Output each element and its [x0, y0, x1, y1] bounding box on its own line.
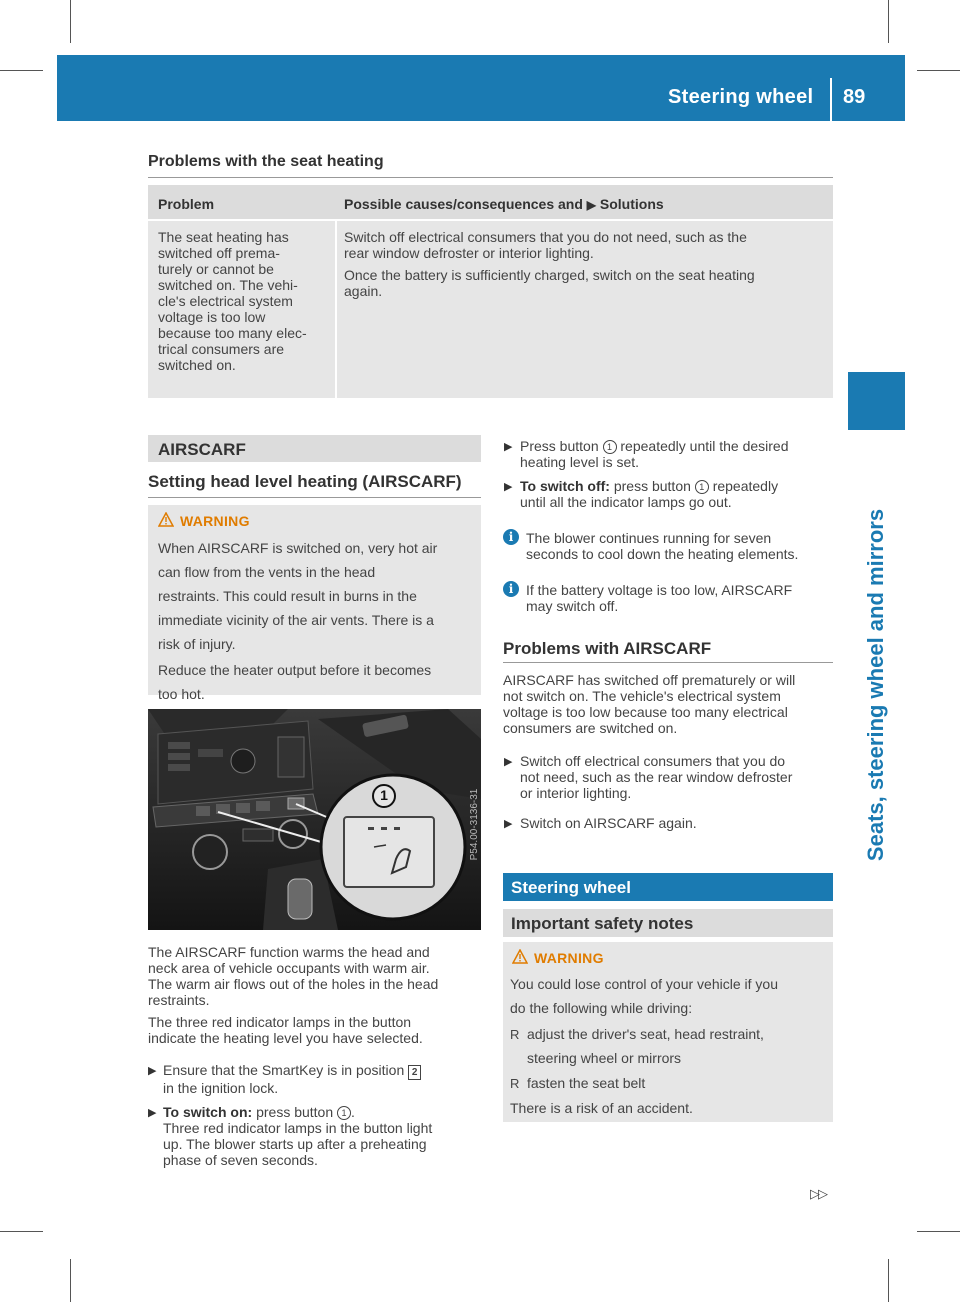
step-arrow-icon: ▶: [148, 1107, 157, 1119]
text-line: Reduce the heater output before it becomes: [158, 662, 432, 678]
crop-mark: [70, 0, 71, 43]
text-line: [163, 1104, 483, 1120]
step-text-part: repeatedly until the desired: [620, 438, 789, 454]
info-text: [526, 530, 836, 562]
solution-cell: [344, 229, 824, 299]
text-line: indicate the heating level you have selected.: [148, 1030, 423, 1046]
step-label: To switch off:: [520, 478, 610, 494]
text-line: restraints. This could result in burns in the: [158, 588, 417, 604]
info-icon: i: [503, 529, 519, 545]
step-text: [520, 753, 835, 801]
text-line: because too many elec-: [158, 325, 307, 341]
text-line: switched on. The vehi-: [158, 277, 298, 293]
center-console-illustration: [148, 709, 481, 930]
bullet-text: [527, 1022, 827, 1070]
text-line: seconds to cool down the heating elements.: [526, 546, 799, 562]
text-line: not need, such as the rear window defroster: [520, 769, 793, 785]
step-text: [520, 438, 835, 470]
text-line: The seat heating has: [158, 229, 289, 245]
text-line: restraints.: [148, 992, 210, 1008]
crop-mark: [888, 0, 889, 43]
airscarf-subtitle: Setting head level heating (AIRSCARF): [148, 472, 462, 491]
seat-heating-title: Problems with the seat heating: [148, 153, 384, 170]
airscarf-description: [148, 944, 483, 1046]
safety-notes-title: Important safety notes: [511, 914, 694, 933]
text-line: [163, 1062, 483, 1080]
continued-mark: ▷▷: [810, 1186, 826, 1201]
text-line: again.: [344, 283, 383, 299]
bullet-icon: R: [510, 1027, 520, 1042]
steering-wheel-band-title: Steering wheel: [511, 878, 631, 897]
position-number: 2: [408, 1065, 421, 1080]
text-line: consumers are switched on.: [503, 720, 678, 736]
chapter-tab: [848, 372, 905, 430]
text-line: switched off prema-: [158, 245, 280, 261]
text-line: The blower continues running for seven: [526, 530, 772, 546]
header-divider: [830, 78, 832, 121]
text-line: The three red indicator lamps in the button: [148, 1014, 412, 1030]
bullet-icon: R: [510, 1076, 520, 1091]
info-text: [526, 582, 836, 614]
text-line: phase of seven seconds.: [163, 1152, 318, 1168]
text-line: risk of injury.: [158, 636, 236, 652]
crop-mark: [0, 70, 43, 71]
text-line: Once the battery is sufficiently charged, switch on the seat heating: [344, 267, 755, 283]
console-photo: [148, 709, 481, 930]
text-line: adjust the driver's seat, head restraint,: [527, 1026, 764, 1042]
callout-number: 1: [337, 1106, 351, 1120]
header-title: Steering wheel: [668, 86, 814, 108]
col-solutions-text: Possible causes/consequences and: [344, 196, 583, 212]
divider: [148, 177, 833, 178]
callout-number: 1: [695, 480, 709, 494]
step-text-part: press button: [256, 1104, 334, 1120]
play-arrow-icon: ▶: [586, 198, 597, 212]
text-line: voltage is too low because too many electrical: [503, 704, 788, 720]
problems-airscarf-text: [503, 672, 838, 736]
divider: [148, 497, 481, 498]
text-line: neck area of vehicle occupants with warm air.: [148, 960, 430, 976]
warning-title: WARNING: [180, 513, 250, 529]
crop-mark: [0, 1231, 43, 1232]
warning-text: [158, 536, 478, 706]
text-line: do the following while driving:: [510, 1000, 693, 1016]
bullet-text: fasten the seat belt: [527, 1075, 646, 1091]
step-text: [163, 1104, 483, 1168]
step-text: [163, 1062, 483, 1096]
step-arrow-icon: ▶: [504, 441, 513, 453]
text-line: The warm air flows out of the holes in the head: [148, 976, 439, 992]
step-text-part: press button: [613, 478, 691, 494]
text-line: until all the indicator lamps go out.: [520, 494, 732, 510]
crop-mark: [70, 1259, 71, 1302]
crop-mark: [917, 70, 960, 71]
text-line: can flow from the vents in the head: [158, 564, 376, 580]
text-line: in the ignition lock.: [163, 1080, 279, 1096]
step-text-part: repeatedly: [712, 478, 779, 494]
step-text-part: Press button: [520, 438, 599, 454]
text-line: When AIRSCARF is switched on, very hot air: [158, 540, 438, 556]
text-line: cle's electrical system: [158, 293, 293, 309]
text-line: You could lose control of your vehicle if you: [510, 976, 778, 992]
col-problem: Problem: [158, 196, 215, 212]
step-arrow-icon: ▶: [504, 756, 513, 768]
page-number: 89: [843, 86, 866, 108]
text-line: turely or cannot be: [158, 261, 274, 277]
step-arrow-icon: ▶: [504, 481, 513, 493]
problems-airscarf-title: Problems with AIRSCARF: [503, 639, 712, 658]
step-label: To switch on:: [163, 1104, 253, 1120]
step-text: Switch on AIRSCARF again.: [520, 815, 697, 831]
step-arrow-icon: ▶: [504, 818, 513, 830]
col-solutions: [344, 196, 664, 212]
step1-text: Ensure that the SmartKey is in position: [163, 1062, 405, 1078]
text-line: trical consumers are: [158, 341, 285, 357]
step-text: [520, 478, 835, 510]
text-line: steering wheel or mirrors: [527, 1050, 682, 1066]
warning-triangle-icon: [158, 512, 174, 527]
crop-mark: [888, 1259, 889, 1302]
text-line: switched on.: [158, 357, 236, 373]
warning-title: WARNING: [534, 950, 604, 966]
image-code: P54.00-3136-31: [469, 788, 481, 861]
text-line: [520, 478, 835, 494]
table-row: [148, 221, 833, 398]
warning-closing: There is a risk of an accident.: [510, 1100, 693, 1116]
warning-triangle-icon: [512, 949, 528, 964]
text-line: too hot.: [158, 686, 205, 702]
text-line: voltage is too low: [158, 309, 266, 325]
text-line: up. The blower starts up after a preheating: [163, 1136, 427, 1152]
warning-text: [510, 972, 830, 1020]
callout-number: 1: [380, 787, 388, 803]
text-line: Switch off electrical consumers that you do: [520, 753, 786, 769]
chapter-label: Seats, steering wheel and mirrors: [863, 508, 888, 862]
text-line: The AIRSCARF function warms the head and: [148, 944, 430, 960]
text-line: heating level is set.: [520, 454, 640, 470]
step-text-part: .: [351, 1104, 355, 1120]
text-line: Three red indicator lamps in the button light: [163, 1120, 433, 1136]
col-solutions-text-2: Solutions: [599, 196, 664, 212]
airscarf-band-title: AIRSCARF: [158, 440, 246, 459]
info-icon: i: [503, 581, 519, 597]
crop-mark: [917, 1231, 960, 1232]
text-line: Switch off electrical consumers that you do not need, such as the: [344, 229, 747, 245]
text-line: rear window defroster or interior lighting.: [344, 245, 594, 261]
text-line: AIRSCARF has switched off prematurely or will: [503, 672, 796, 688]
text-line: may switch off.: [526, 598, 619, 614]
text-line: or interior lighting.: [520, 785, 632, 801]
text-line: not switch on. The vehicle's electrical system: [503, 688, 781, 704]
divider: [503, 662, 833, 663]
problem-cell: [158, 229, 338, 373]
step-arrow-icon: ▶: [148, 1065, 157, 1077]
text-line: [520, 438, 835, 454]
text-line: immediate vicinity of the air vents. There is a: [158, 612, 434, 628]
table-header: [148, 185, 833, 219]
text-line: If the battery voltage is too low, AIRSCARF: [526, 582, 793, 598]
column-divider: [335, 221, 337, 398]
callout-number: 1: [603, 440, 617, 454]
